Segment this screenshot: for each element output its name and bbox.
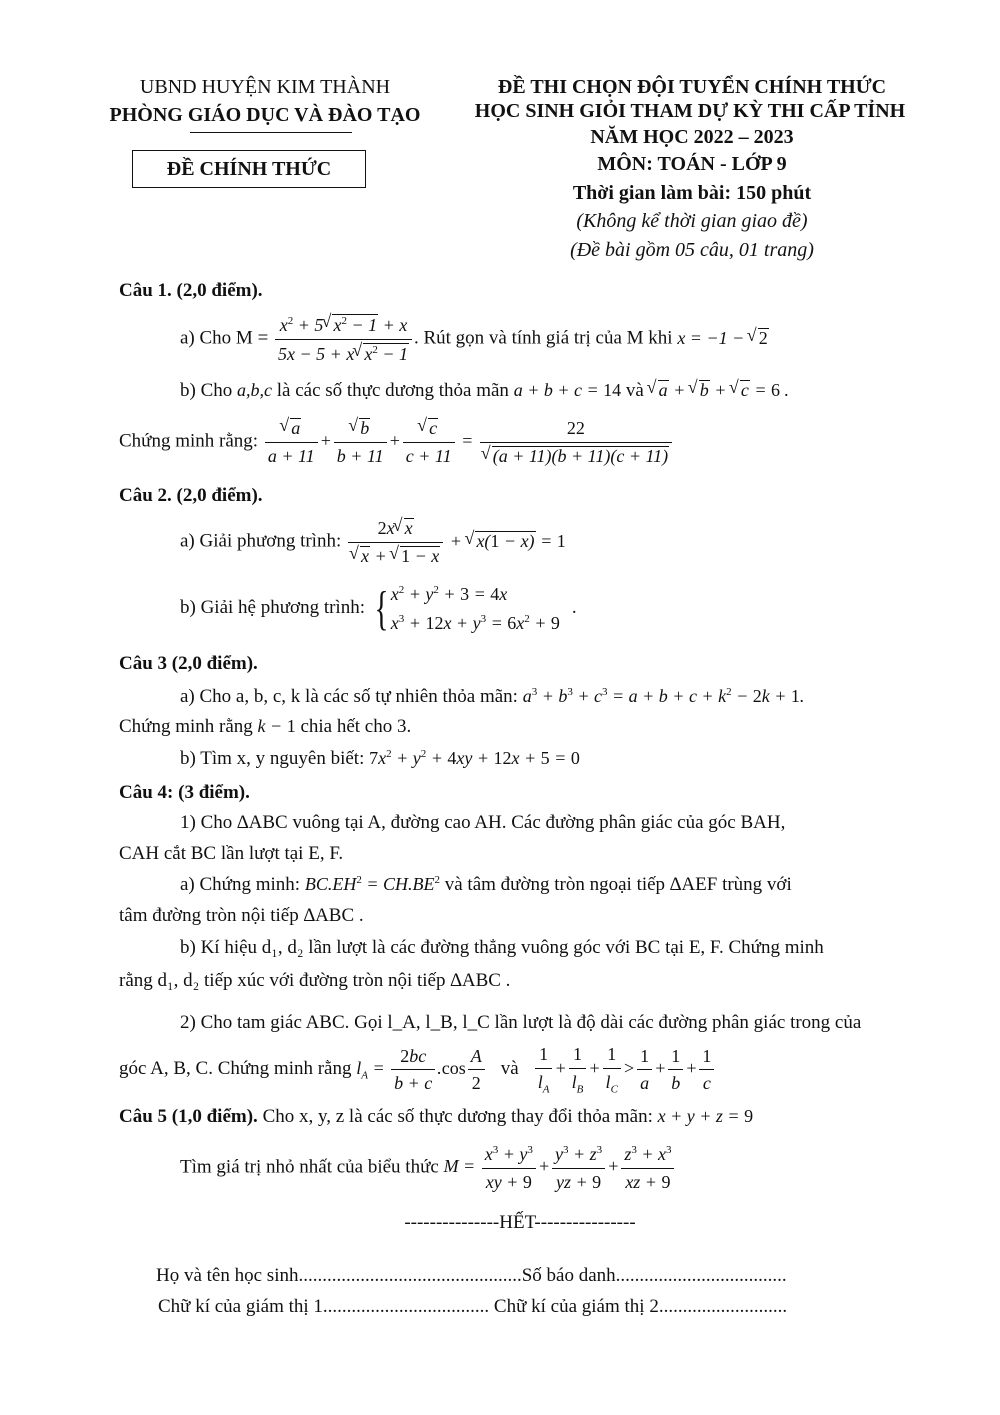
student-info-line: Họ và tên học sinh...............................................Số báo danh.................................... (156, 1265, 787, 1286)
question-2-title: Câu 2. (2,0 điểm). (119, 485, 263, 506)
q3a-text: a) Cho a, b, c, k là các số tự nhiên thỏa mãn: (180, 686, 523, 707)
q2a-line (180, 518, 566, 567)
official-exam-box: ĐỀ CHÍNH THỨC (132, 150, 366, 188)
q1b-proof-label: Chứng minh rằng: (119, 430, 263, 452)
subject: MÔN: TOÁN - LỚP 9 (597, 153, 787, 175)
q4-p2-line2 (119, 1044, 716, 1096)
department-name: PHÒNG GIÁO DỤC VÀ ĐÀO TẠO (109, 104, 421, 126)
q1b-frac-rhs: 22 √ (a + 11)(b + 11)(c + 11) (480, 418, 672, 466)
q1b-sqrt-condition: √ a + √ b + √ c = 6 . (649, 380, 789, 400)
q5-text: Cho x, y, z là các số thực dương thay đổi thỏa mãn: (257, 1106, 658, 1127)
q4-p2-inequality: $\frac{1}{l_A}$ + $\frac{1}{l_B}$ + $\frac{1}{l_C}$ > $\frac{1}{a}$ + $\frac{1}{b}$ + $\frac{1}{c}$ (533, 1058, 717, 1078)
q1b-text3: và (621, 380, 649, 401)
q4b-line2: rằng d₁, d₂ tiếp xúc với đường tròn nội tiếp ∆ABC . (119, 970, 511, 991)
q1b-vars: a,b,c (237, 380, 272, 400)
district-name: UBND HUYỆN KIM THÀNH (139, 76, 391, 98)
q1a-x-value: x = −1 − √ 2 (677, 328, 768, 348)
q3b-line (180, 748, 580, 770)
q1a-suffix: . Rút gọn và tính giá trị của M khi (413, 327, 678, 349)
question-3-title: Câu 3 (2,0 điểm). (119, 653, 258, 674)
q1a-line (180, 314, 769, 365)
q3a-text2-post: chia hết cho 3. (295, 716, 412, 737)
q4a-post: và tâm đường tròn ngoại tiếp ∆AEF trùng với (439, 874, 792, 895)
q3b-equation: $7x^2 + y^2 + 4xy + 12x + 5 = 0$ (369, 748, 580, 768)
q4-p1-line1: 1) Cho ∆ABC vuông tại A, đường cao AH. Các đường phân giác của góc BAH, (180, 812, 786, 833)
q1b-text2: là các số thực dương thỏa mãn (272, 380, 514, 401)
q3b-text: b) Tìm x, y nguyên biết: (180, 748, 370, 769)
q5-expression: M = $\frac{x^3 + y^3}{xy + 9}$ + $\frac{y^3 + z^3}{yz + 9}$ + $\frac{z^3 + x^3}{xz + 9}$ (444, 1156, 677, 1176)
q2a-rest: + √ x(1 − x) = 1 (445, 531, 565, 551)
q3a-equation: $a^3 + b^3 + c^3 = a + b + c + k^2 - 2k + 1$. (522, 686, 805, 706)
question-4-title: Câu 4: (3 điểm). (119, 782, 250, 803)
q4-p2-line1: 2) Cho tam giác ABC. Gọi l_A, l_B, l_C lần lượt là độ dài các đường phân giác trong của (180, 1012, 862, 1033)
q4-p2-and: và (500, 1058, 519, 1080)
end-marker: ---------------HẾT---------------- (404, 1212, 636, 1233)
q4-p2-formula: $l_A$ = $\frac{2bc}{b + c}$ .cos $\frac{A}{2}$ (356, 1058, 487, 1078)
q1b-frac-a: √ $\frac{a}{a + 11}$ (265, 418, 318, 466)
q1b-frac-c: √ $\frac{c}{c + 11}$ (403, 418, 455, 466)
q1b-text1: b) Cho (180, 380, 237, 401)
time-limit: Thời gian làm bài: 150 phút (572, 182, 812, 204)
q4a-line2: tâm đường tròn nội tiếp ∆ABC . (119, 905, 364, 926)
q4b-line1: b) Kí hiệu d₁, d₂ lần lượt là các đường thẳng vuông góc với BC tại E, F. Chứng minh (180, 937, 824, 958)
q4-p1-line2: CAH cắt BC lần lượt tại E, F. (119, 843, 344, 864)
q2a-label: a) Giải phương trình: (180, 530, 346, 552)
q5-line2 (180, 1144, 676, 1192)
q3a-line (180, 686, 804, 708)
q1b-sum-condition: a + b + c = 14 (513, 380, 622, 400)
question-5-title: Câu 5 (1,0 điểm). (119, 1106, 258, 1127)
q2b-line: b) Giải hệ phương trình: { $x^2 + y^2 + 3 = 4x$ $x^3 + 12x + y^3 = 6x^2 + 9$ . (180, 580, 577, 638)
supervisor-signature-line: Chữ kí của giám thị 1................................... Chữ kí của giám thị 2........................... (158, 1296, 788, 1317)
exam-title: ĐỀ THI CHỌN ĐỘI TUYỂN CHÍNH THỨC (497, 76, 887, 98)
q2a-fraction: 2x√ x √ x + √ 1 − x (348, 518, 443, 567)
time-note: (Không kể thời gian giao đề) (576, 210, 808, 232)
q1b-frac-b: √ $\frac{b}{b + 11}$ (334, 418, 387, 466)
q1a-fraction-m: $\frac{x^2 + 5√ x^2 - 1 + x}{5x - 5 + x√ x^2 - 1}$ (275, 314, 412, 365)
q1b-line (180, 380, 789, 402)
question-1-title: Câu 1. (2,0 điểm). (119, 280, 263, 301)
exam-subtitle: HỌC SINH GIỎI THAM DỰ KỲ THI CẤP TỈNH (474, 100, 906, 122)
q5-condition: x + y + z = 9 (657, 1106, 754, 1126)
system-brace: { (374, 581, 389, 635)
q2b-label: b) Giải hệ phương trình: (180, 597, 370, 619)
q4a-line1 (180, 874, 792, 896)
page-note: (Đề bài gồm 05 câu, 01 trang) (570, 239, 814, 261)
q5-text2: Tìm giá trị nhỏ nhất của biểu thức (180, 1156, 444, 1178)
q4a-equation: $BC.EH^2 = CH.BE^2$ (304, 874, 440, 894)
q1a-prefix: a) Cho M = (180, 327, 274, 349)
q4-p2-pre: góc A, B, C. Chứng minh rằng (119, 1058, 357, 1080)
q1b-proof-line: Chứng minh rằng: √ $\frac{a}{a + 11}$ + √ $\frac{b}{b + 11}$ + √ $\frac{c}{c + 11}$ = 22 √ (a + 11)(b + 11)(c + 11) (119, 418, 674, 466)
header-underline (190, 132, 352, 133)
q3a-text2-pre: Chứng minh rằng (119, 716, 258, 737)
q5-line1 (119, 1106, 753, 1128)
q3a-line2 (119, 716, 411, 738)
q3a-k-minus-1: k − 1 (257, 716, 296, 736)
school-year: NĂM HỌC 2022 – 2023 (590, 126, 794, 148)
q4a-pre: a) Chứng minh: (180, 874, 305, 895)
q2b-system: $x^2 + y^2 + 3 = 4x$ $x^3 + 12x + y^3 = 6x^2 + 9$ (390, 584, 560, 633)
